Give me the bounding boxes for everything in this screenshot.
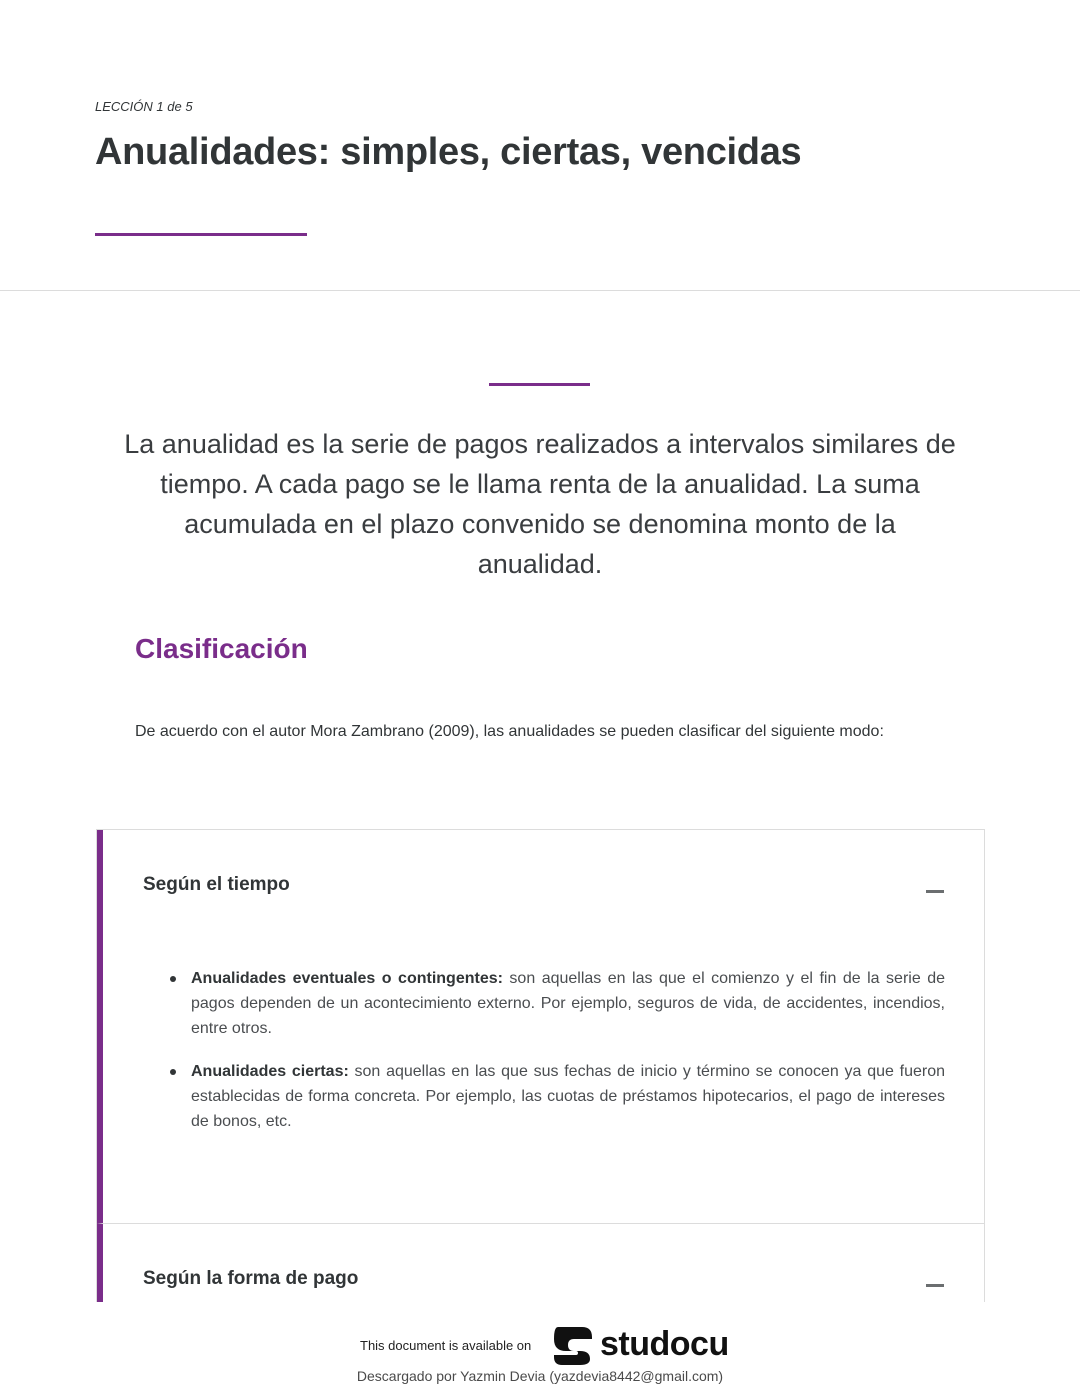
lesson-header — [0, 0, 1080, 291]
bullet-term: Anualidades ciertas: — [191, 1063, 349, 1080]
accordion-header[interactable]: Según el tiempo — [143, 874, 290, 895]
studocu-mark-icon — [552, 1323, 596, 1367]
section-paragraph: De acuerdo con el autor Mora Zambrano (2009), las anualidades se pueden clasificar del siguiente modo: — [135, 723, 884, 740]
footer-available-text: This document is available on — [360, 1338, 532, 1353]
bullet-term: Anualidades eventuales o contingentes: — [191, 970, 503, 987]
accordion-header[interactable]: Según la forma de pago — [143, 1268, 359, 1289]
list-item — [167, 1059, 945, 1134]
list-item — [167, 966, 945, 1041]
section-heading: Clasificación — [135, 633, 308, 664]
minus-icon[interactable] — [926, 890, 944, 893]
classification-accordion — [96, 829, 985, 1302]
lesson-title: Anualidades: simples, ciertas, vencidas — [95, 131, 802, 173]
accordion-item-segun-la-forma-de-pago — [97, 1224, 984, 1302]
studocu-logo[interactable] — [552, 1323, 729, 1367]
title-divider — [95, 233, 307, 236]
intro-divider — [489, 383, 590, 386]
accordion-item-segun-el-tiempo — [97, 830, 984, 1224]
accordion-content-list — [167, 966, 945, 1152]
bullet-text: son aquellas en las que el comienzo y el fin de la serie de pagos dependen de un acontecimiento externo. Por ejemplo, seguros de vida, de accidentes, incendios, entre otros. — [191, 970, 946, 1037]
intro-statement: La anualidad es la serie de pagos realizados a intervalos similares de tiempo. A cada pago se le llama renta de la anualidad. La suma acumulada en el plazo convenido se denomina monto de la anualidad. — [124, 429, 956, 579]
lesson-label: LECCIÓN 1 de 5 — [95, 99, 193, 114]
footer-download-text: Descargado por Yazmin Devia (yazdevia8442@gmail.com) — [356, 1368, 724, 1384]
bullet-text: son aquellas en las que sus fechas de inicio y término se conocen ya que fueron establecidas de forma concreta. Por ejemplo, las cuotas de préstamos hipotecarios, el pago de intereses de bonos, etc. — [191, 1063, 946, 1130]
studocu-wordmark: studocu — [600, 1325, 729, 1363]
minus-icon[interactable] — [926, 1284, 944, 1287]
